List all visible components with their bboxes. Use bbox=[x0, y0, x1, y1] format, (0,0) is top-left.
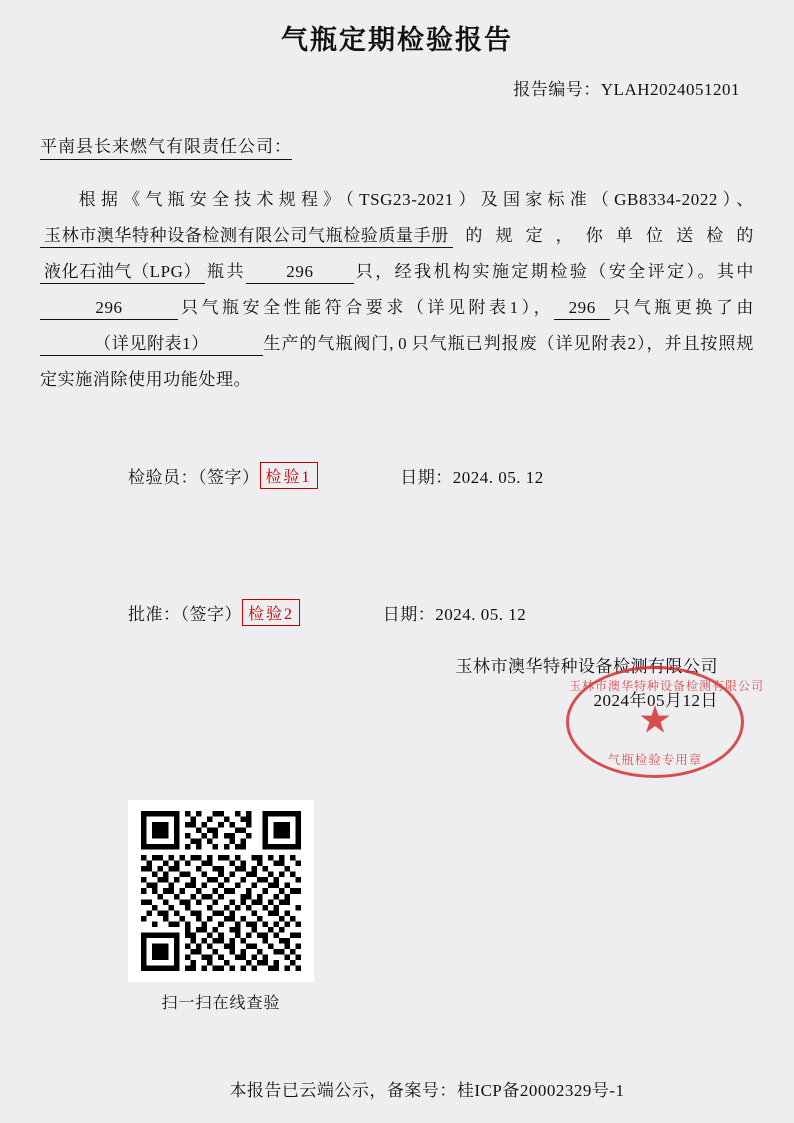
inspector-stamp: 检验1 bbox=[260, 462, 318, 489]
body-part-5: 只气瓶安全性能符合要求（详见附表1）， bbox=[178, 298, 555, 317]
seal-bottom-text: 气瓶检验专用章 bbox=[607, 753, 703, 767]
report-number-value: YLAH2024051201 bbox=[600, 80, 740, 99]
report-number bbox=[40, 75, 754, 100]
inspector-date-value: 2024. 05. 12 bbox=[452, 468, 544, 487]
report-body bbox=[40, 182, 754, 398]
qr-code-image[interactable] bbox=[128, 800, 314, 982]
body-part-7: 生产的气瓶阀门, bbox=[263, 334, 395, 353]
approver-date-value: 2024. 05. 12 bbox=[435, 605, 527, 624]
company-name: 玉林市澳华特种设备检测有限公司 bbox=[455, 657, 718, 676]
total-count-blank: 296 bbox=[246, 261, 354, 284]
company-date: 2024年05月12日 bbox=[593, 691, 718, 710]
scrapped-count-blank: 0 bbox=[398, 334, 408, 353]
issuing-company bbox=[40, 650, 765, 718]
qr-caption: 扫一扫在线查验 bbox=[161, 995, 281, 1012]
page-title: 气瓶定期检验报告 bbox=[281, 25, 513, 55]
seal-top-text: 玉林市澳华特种设备检测有限公司 bbox=[569, 679, 765, 693]
qr-code-svg bbox=[141, 811, 301, 971]
inspector-signature-row bbox=[40, 462, 754, 489]
inspector-date bbox=[400, 463, 544, 488]
body-part-3: 瓶共 bbox=[205, 262, 246, 281]
report-number-label: 报告编号： bbox=[513, 80, 601, 99]
inspector-label: 检验员：（签字） bbox=[128, 468, 260, 487]
body-part-8: 只气瓶已判报废（详见附表2），并且按照规定实施消除使用功能处理。 bbox=[40, 334, 754, 389]
seal-star-icon: ★ bbox=[637, 699, 673, 742]
body-part-6: 只气瓶更换了由 bbox=[610, 298, 755, 317]
approver-label: 批准：（签字） bbox=[128, 605, 242, 624]
footer-notice: 本报告已云端公示，备案号：桂ICP备20002329号-1 bbox=[229, 1081, 625, 1100]
recipient-row bbox=[40, 100, 754, 160]
body-part-2: 的规定，你单位送检的 bbox=[452, 226, 754, 245]
inspection-manual-blank: 玉林市澳华特种设备检测有限公司气瓶检验质量手册 bbox=[40, 225, 453, 248]
recipient-name: 平南县长来燃气有限责任公司： bbox=[40, 132, 292, 160]
inspector-date-label: 日期： bbox=[400, 468, 453, 487]
body-part-1: 根据《气瓶安全技术规程》（TSG23-2021）及国家标准（GB8334-2022）、 bbox=[74, 190, 754, 209]
approver-signature-row bbox=[40, 599, 754, 626]
approver-date bbox=[383, 600, 527, 625]
qualified-count-blank: 296 bbox=[40, 297, 178, 320]
valve-maker-blank: （详见附表1） bbox=[40, 333, 263, 356]
gas-type-blank: 液化石油气（LPG） bbox=[40, 261, 205, 284]
body-part-4: 只，经我机构实施定期检验（安全评定）。其中 bbox=[353, 262, 754, 281]
valve-count-blank: 296 bbox=[554, 297, 610, 320]
qr-section bbox=[128, 800, 314, 1013]
approver-date-label: 日期： bbox=[382, 605, 436, 624]
approver-stamp: 检验2 bbox=[242, 599, 300, 626]
